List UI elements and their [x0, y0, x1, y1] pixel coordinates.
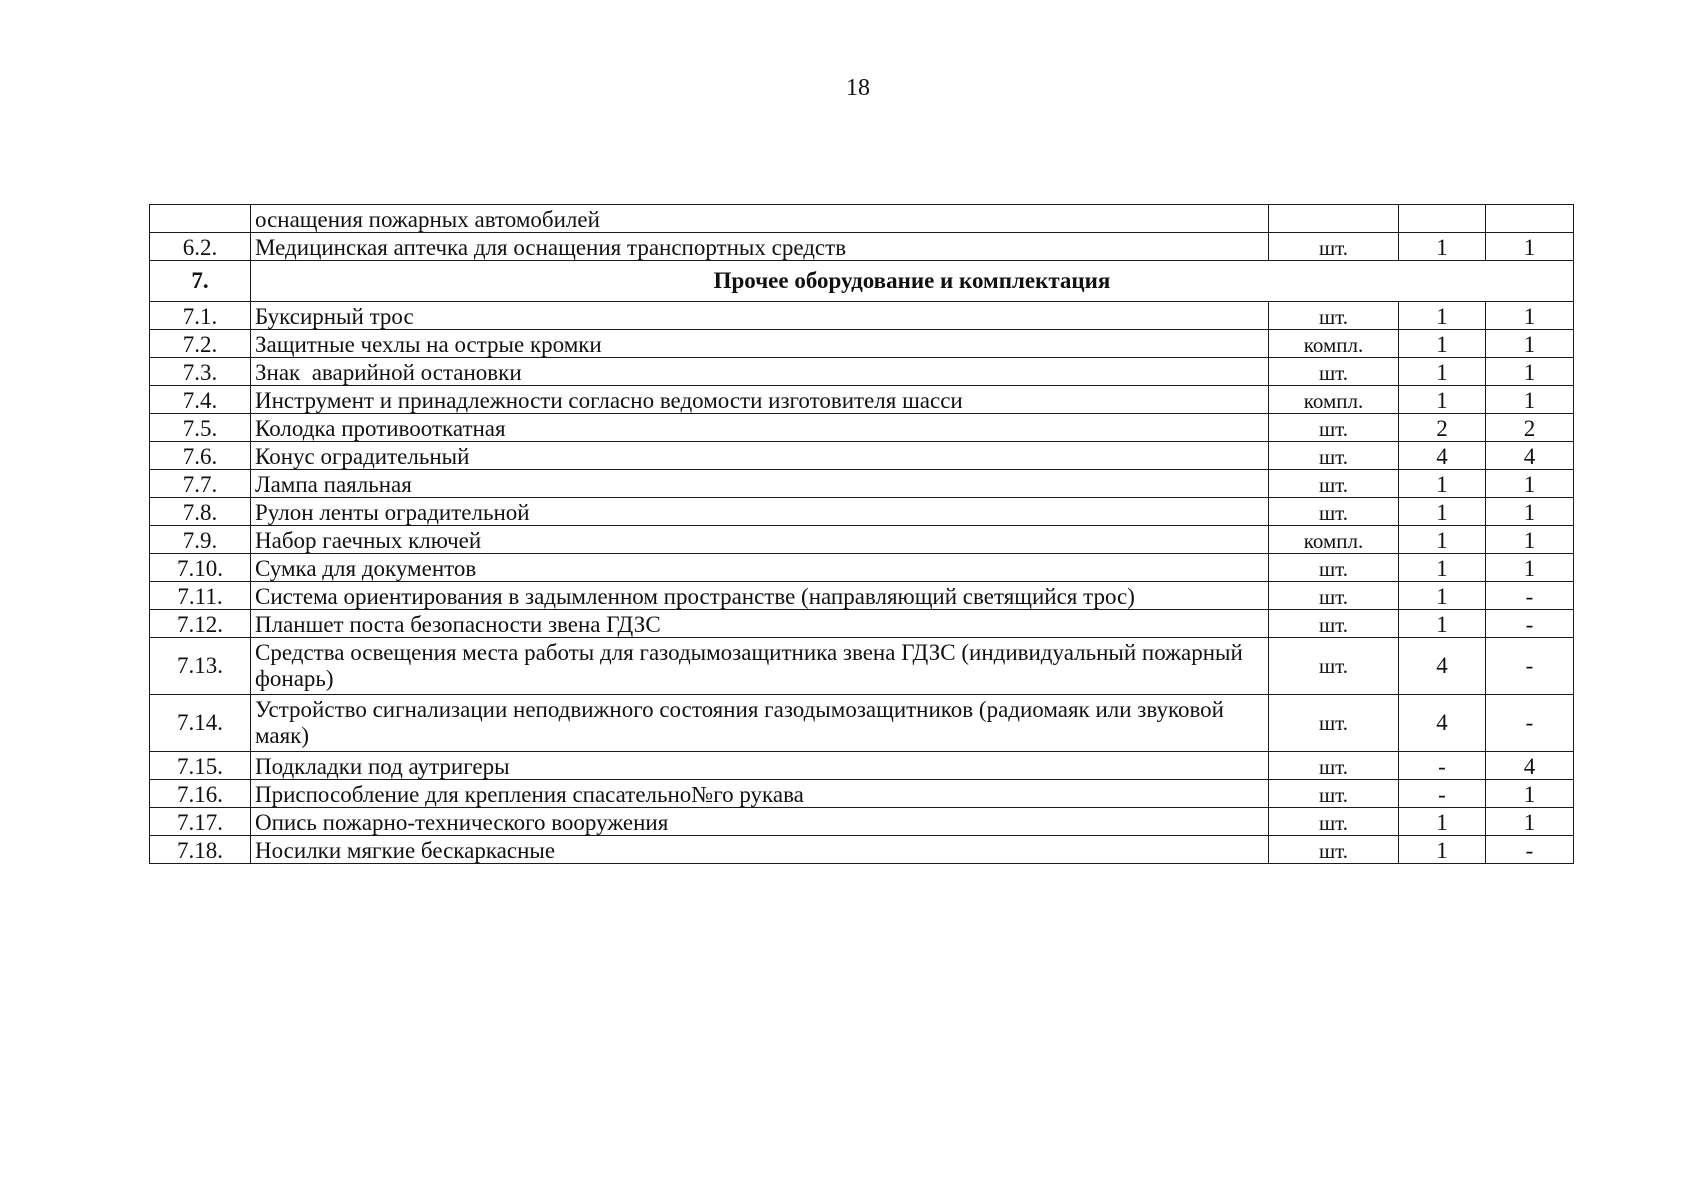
- item-unit: компл.: [1269, 386, 1399, 414]
- table-row: [150, 330, 1574, 358]
- table-row: [150, 205, 1574, 233]
- item-quantity-1: 1: [1399, 233, 1486, 261]
- item-number: 7.8.: [150, 498, 251, 526]
- item-number: 6.2.: [150, 233, 251, 261]
- table-row: [150, 470, 1574, 498]
- item-unit: шт.: [1269, 302, 1399, 330]
- section-header-row: [150, 261, 1574, 302]
- item-unit: шт.: [1269, 554, 1399, 582]
- item-quantity-2: 1: [1486, 808, 1574, 836]
- item-unit: [1269, 205, 1399, 233]
- item-quantity-1: 2: [1399, 414, 1486, 442]
- item-number: 7.2.: [150, 330, 251, 358]
- item-number: 7.7.: [150, 470, 251, 498]
- page-number: 18: [846, 75, 870, 101]
- item-unit: шт.: [1269, 752, 1399, 780]
- item-unit: шт.: [1269, 498, 1399, 526]
- item-quantity-1: 1: [1399, 808, 1486, 836]
- table-row: [150, 414, 1574, 442]
- item-number: 7.1.: [150, 302, 251, 330]
- item-quantity-2: 1: [1486, 302, 1574, 330]
- table-row: [150, 808, 1574, 836]
- item-number: 7.16.: [150, 780, 251, 808]
- item-quantity-2: 1: [1486, 386, 1574, 414]
- item-name: Набор гаечных ключей: [251, 526, 1269, 554]
- item-name: Подкладки под аутригеры: [251, 752, 1269, 780]
- table-row: [150, 752, 1574, 780]
- item-unit: компл.: [1269, 526, 1399, 554]
- item-number: 7.5.: [150, 414, 251, 442]
- item-name: Система ориентирования в задымленном пространстве (направляющий светящийся трос): [251, 582, 1269, 610]
- item-quantity-1: [1399, 205, 1486, 233]
- equipment-table: [149, 204, 1574, 864]
- item-name: Носилки мягкие бескаркасные: [251, 836, 1269, 864]
- table-row: [150, 233, 1574, 261]
- table-row: [150, 498, 1574, 526]
- item-name: Планшет поста безопасности звена ГДЗС: [251, 610, 1269, 638]
- item-quantity-1: 4: [1399, 638, 1486, 695]
- item-unit: шт.: [1269, 233, 1399, 261]
- item-quantity-1: 1: [1399, 610, 1486, 638]
- item-quantity-1: 1: [1399, 582, 1486, 610]
- item-quantity-1: 4: [1399, 695, 1486, 752]
- item-name: Опись пожарно-технического вооружения: [251, 808, 1269, 836]
- item-unit: шт.: [1269, 414, 1399, 442]
- item-quantity-2: 1: [1486, 526, 1574, 554]
- item-number: 7.17.: [150, 808, 251, 836]
- item-number: 7.14.: [150, 695, 251, 752]
- item-name: Средства освещения места работы для газодымозащитника звена ГДЗС (индивидуальный пожарный фонарь): [251, 638, 1269, 695]
- item-unit: шт.: [1269, 836, 1399, 864]
- table-row: [150, 610, 1574, 638]
- item-unit: шт.: [1269, 470, 1399, 498]
- item-name: Буксирный трос: [251, 302, 1269, 330]
- item-unit: шт.: [1269, 358, 1399, 386]
- table-row: [150, 526, 1574, 554]
- item-quantity-2: -: [1486, 638, 1574, 695]
- item-number: [150, 205, 251, 233]
- item-number: 7.18.: [150, 836, 251, 864]
- item-quantity-1: 4: [1399, 442, 1486, 470]
- table-row: [150, 386, 1574, 414]
- table-row: [150, 358, 1574, 386]
- item-name: Колодка противооткатная: [251, 414, 1269, 442]
- table-row: [150, 302, 1574, 330]
- item-quantity-2: 1: [1486, 554, 1574, 582]
- item-quantity-1: 1: [1399, 302, 1486, 330]
- item-name: Знак аварийной остановки: [251, 358, 1269, 386]
- item-unit: шт.: [1269, 610, 1399, 638]
- item-number: 7.15.: [150, 752, 251, 780]
- item-quantity-2: 1: [1486, 233, 1574, 261]
- item-name: Защитные чехлы на острые кромки: [251, 330, 1269, 358]
- item-name: Лампа паяльная: [251, 470, 1269, 498]
- item-number: 7.3.: [150, 358, 251, 386]
- item-name: Приспособление для крепления спасательно№го рукава: [251, 780, 1269, 808]
- item-quantity-1: 1: [1399, 330, 1486, 358]
- item-quantity-1: -: [1399, 780, 1486, 808]
- item-name: оснащения пожарных автомобилей: [251, 205, 1269, 233]
- item-unit: шт.: [1269, 780, 1399, 808]
- item-quantity-2: 1: [1486, 498, 1574, 526]
- item-number: 7.6.: [150, 442, 251, 470]
- item-name: Конус оградительный: [251, 442, 1269, 470]
- item-quantity-2: 1: [1486, 358, 1574, 386]
- table-row: [150, 695, 1574, 752]
- item-number: 7.13.: [150, 638, 251, 695]
- item-name: Устройство сигнализации неподвижного состояния газодымозащитников (радиомаяк или звуковой маяк): [251, 695, 1269, 752]
- item-name: Сумка для документов: [251, 554, 1269, 582]
- item-name: Медицинская аптечка для оснащения транспортных средств: [251, 233, 1269, 261]
- item-unit: компл.: [1269, 330, 1399, 358]
- item-quantity-1: 1: [1399, 358, 1486, 386]
- item-quantity-2: -: [1486, 610, 1574, 638]
- item-quantity-1: 1: [1399, 498, 1486, 526]
- item-quantity-2: -: [1486, 695, 1574, 752]
- item-number: 7.9.: [150, 526, 251, 554]
- table-row: [150, 442, 1574, 470]
- item-quantity-1: 1: [1399, 836, 1486, 864]
- item-quantity-2: 2: [1486, 414, 1574, 442]
- section-number: 7.: [150, 261, 251, 302]
- item-quantity-1: 1: [1399, 526, 1486, 554]
- section-title: Прочее оборудование и комплектация: [251, 261, 1574, 302]
- item-quantity-2: [1486, 205, 1574, 233]
- item-number: 7.11.: [150, 582, 251, 610]
- item-quantity-2: 4: [1486, 442, 1574, 470]
- table-row: [150, 554, 1574, 582]
- item-number: 7.4.: [150, 386, 251, 414]
- item-unit: шт.: [1269, 695, 1399, 752]
- item-name: Инструмент и принадлежности согласно ведомости изготовителя шасси: [251, 386, 1269, 414]
- item-quantity-2: 4: [1486, 752, 1574, 780]
- item-number: 7.12.: [150, 610, 251, 638]
- item-name: Рулон ленты оградительной: [251, 498, 1269, 526]
- item-quantity-1: 1: [1399, 386, 1486, 414]
- item-unit: шт.: [1269, 582, 1399, 610]
- table-row: [150, 780, 1574, 808]
- table-row: [150, 638, 1574, 695]
- item-quantity-2: -: [1486, 582, 1574, 610]
- item-quantity-2: -: [1486, 836, 1574, 864]
- item-quantity-1: 1: [1399, 554, 1486, 582]
- item-unit: шт.: [1269, 808, 1399, 836]
- item-quantity-1: 1: [1399, 470, 1486, 498]
- item-quantity-2: 1: [1486, 780, 1574, 808]
- table-row: [150, 582, 1574, 610]
- table-row: [150, 836, 1574, 864]
- item-quantity-2: 1: [1486, 470, 1574, 498]
- item-quantity-1: -: [1399, 752, 1486, 780]
- item-number: 7.10.: [150, 554, 251, 582]
- item-unit: шт.: [1269, 442, 1399, 470]
- item-quantity-2: 1: [1486, 330, 1574, 358]
- item-unit: шт.: [1269, 638, 1399, 695]
